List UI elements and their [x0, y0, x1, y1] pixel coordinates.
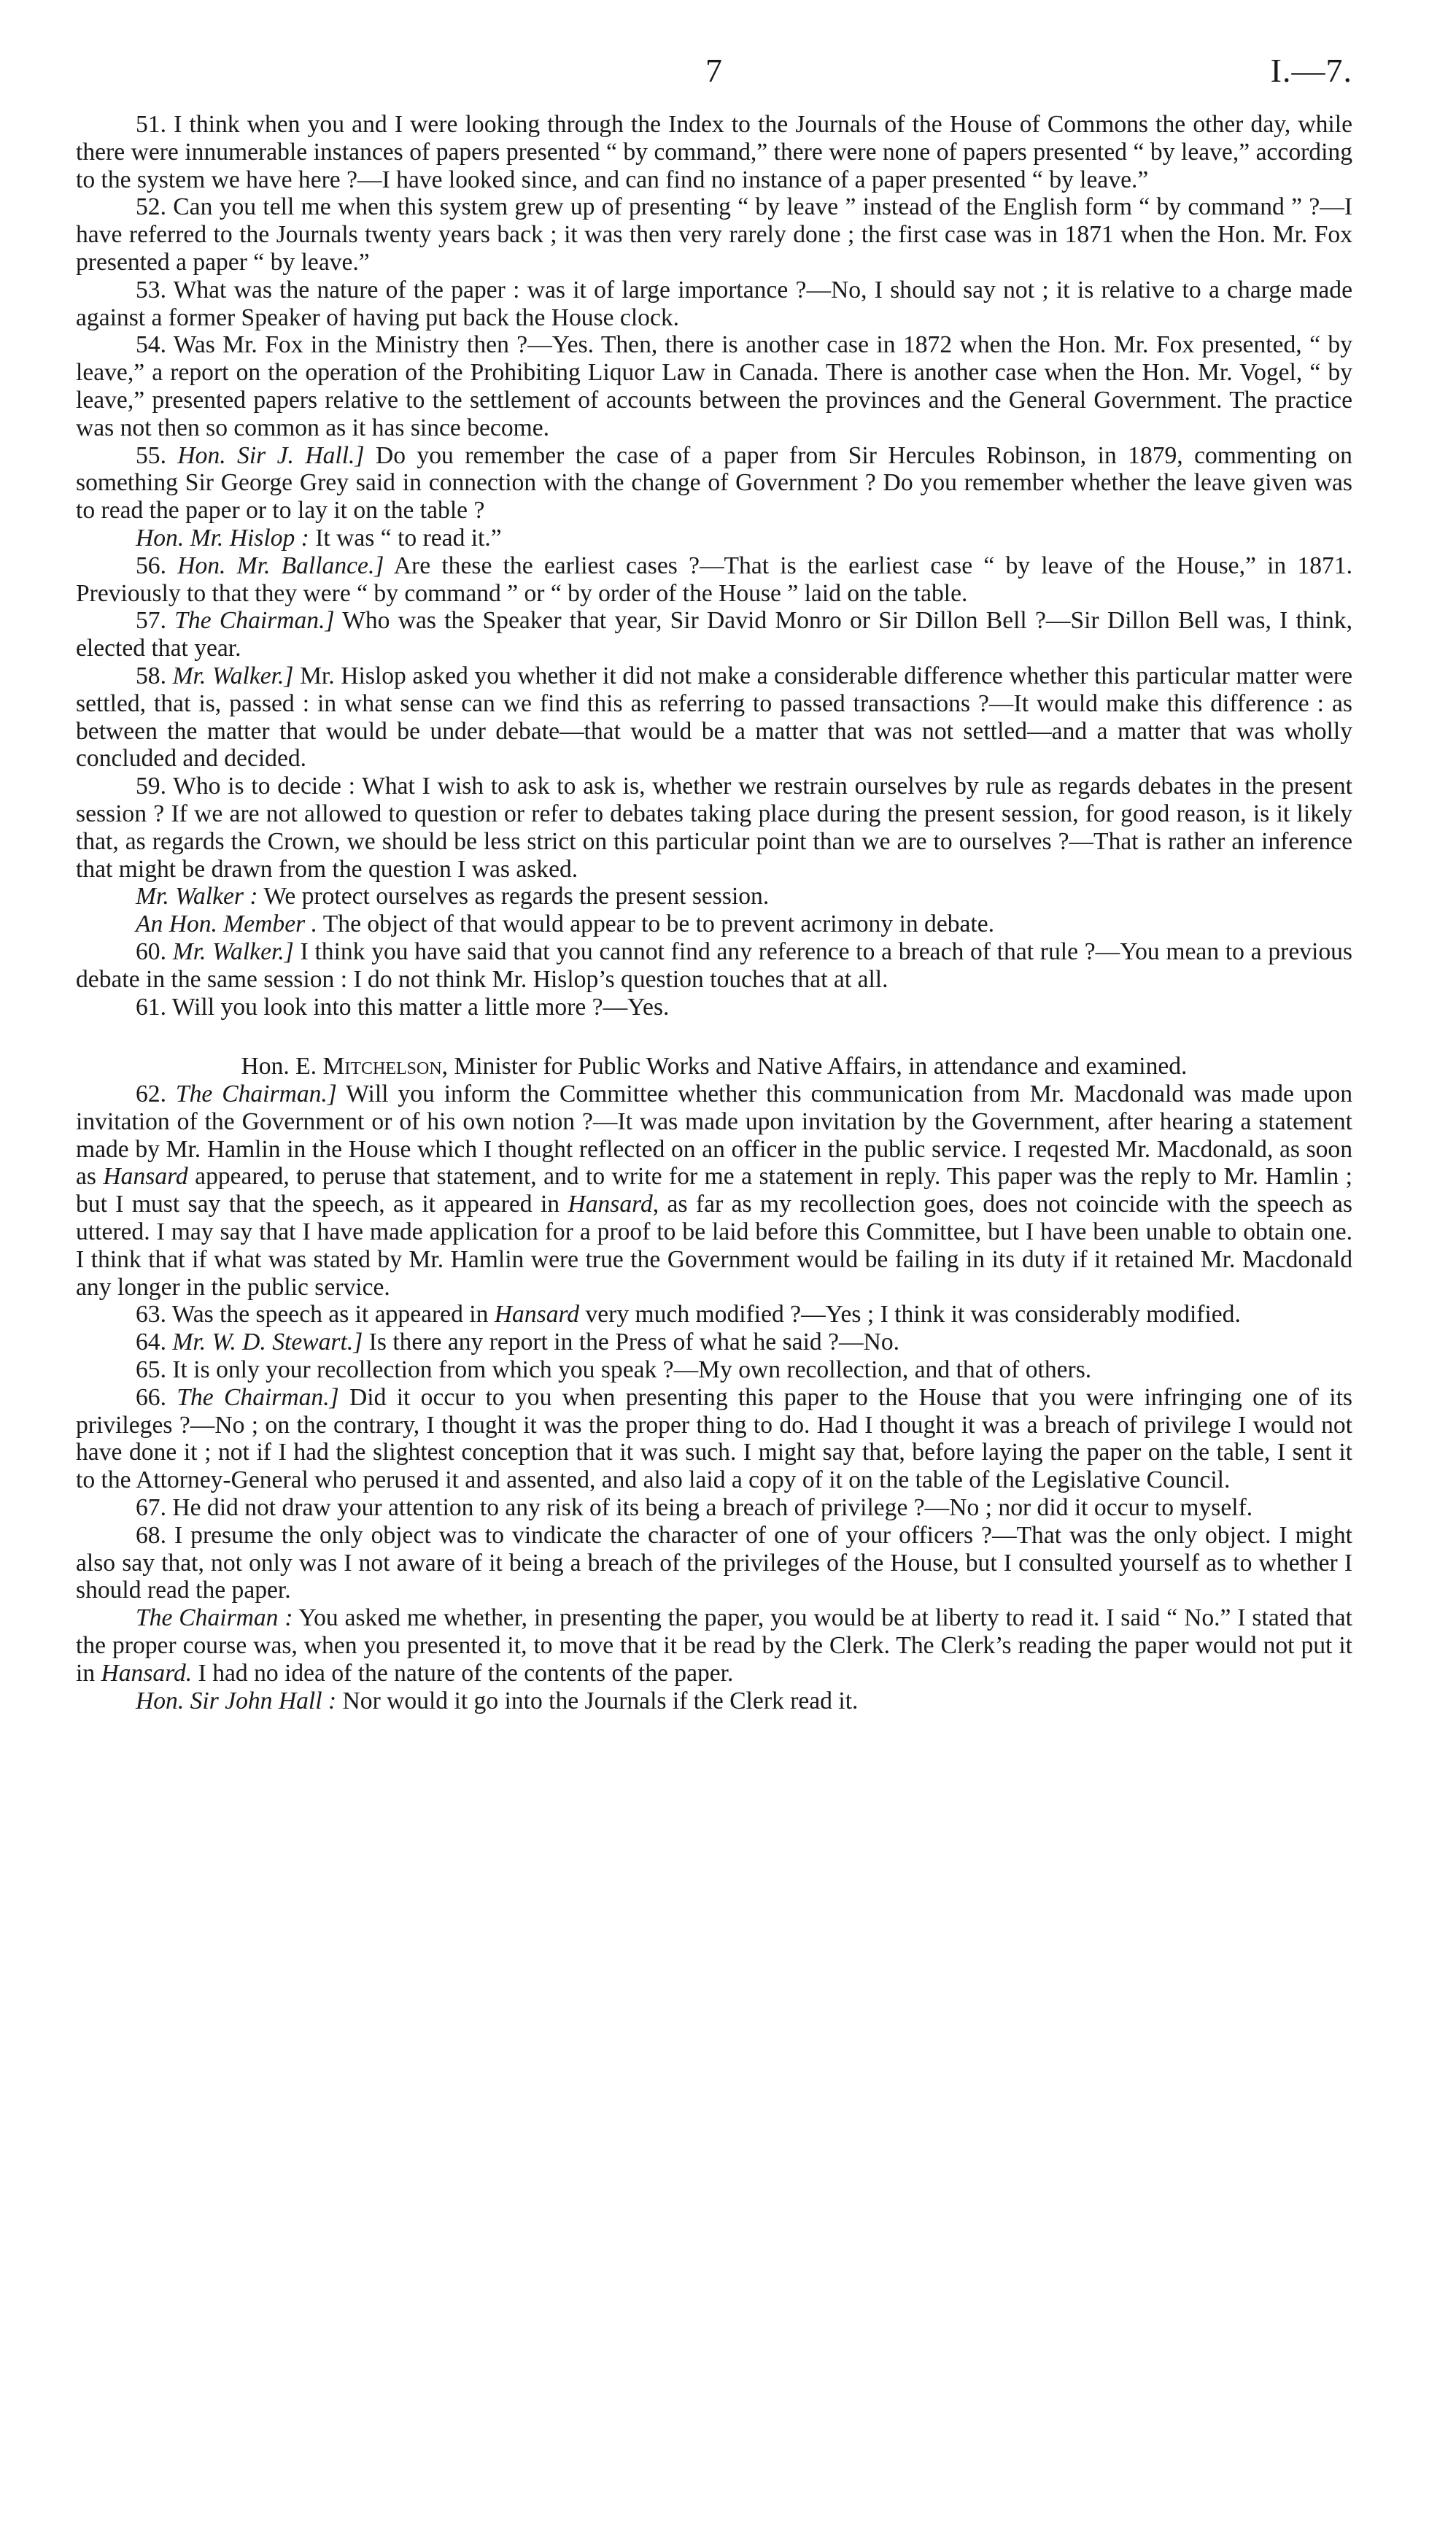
speaker-name: The Chairman.] [175, 1080, 337, 1108]
speaker-name: Mr. Walker.] [172, 662, 294, 689]
speaker-name: Hon. Sir John Hall : [136, 1687, 337, 1714]
speaker-name: Mr. Walker : [136, 883, 258, 910]
interjection-hall: Hon. Sir John Hall : Nor would it go into the Journals if the Clerk read it. [136, 1687, 859, 1714]
paragraph-q51: 51. I think when you and I were looking through the Index to the Journals of the House of Commons the other day, while there were innumerable instances of papers presented “ by command,” there were none of papers presented “ by leave,” according to the system we have here ?—I have looked since, and can find no instance of a paper presented “ by leave.” [76, 111, 1352, 193]
paragraph-q66: 66. The Chairman.] Did it occur to you when presenting this paper to the House that you were infringing one of its privileges ?—No ; on the contrary, I thought it was the proper thing to do. Had I thought it was a breach of privilege I would not have done it ; not if I had the slightest conception that it was such. I might say that, before laying the paper on the table, I sent it to the Attorney-General who perused it and assented, and also laid a copy of it on the table of the Legislative Council. [76, 1383, 1352, 1494]
interjection-hislop: Hon. Mr. Hislop : It was “ to read it.” [136, 524, 502, 552]
paragraph-q61: 61. Will you look into this matter a little more ?—Yes. [136, 993, 670, 1021]
interjection-chairman: The Chairman : You asked me whether, in presenting the paper, you would be at liberty to read it. I said “ No.” I stated that the proper course was, when you presented it, to move that it be read by the Clerk. The Clerk’s reading the paper would not put it in Hansard. I had no idea of the nature of the contents of the paper. [76, 1604, 1352, 1687]
paragraph-q65: 65. It is only your recollection from which you speak ?—My own recollection, and that of others. [136, 1356, 1092, 1384]
interjection-walker: Mr. Walker : We protect ourselves as regards the present session. [136, 883, 770, 910]
document-reference: I.—7. [1270, 52, 1352, 89]
paragraph-q57: 57. The Chairman.] Who was the Speaker that year, Sir David Monro or Sir Dillon Bell ?—Sir Dillon Bell was, I think, elected that year. [76, 607, 1352, 662]
paragraph-q55: 55. Hon. Sir J. Hall.] Do you remember the case of a paper from Sir Hercules Robinson, in 1879, commenting on something Sir George Grey said in connection with the change of Government ? Do you remember whether the leave given was to read the paper or to lay it on the table ? [76, 441, 1352, 525]
paragraph-q63: 63. Was the speech as it appeared in Hansard very much modified ?—Yes ; I think it was considerably modified. [136, 1301, 1241, 1329]
page-number: 7 [705, 52, 723, 89]
paragraph-q58: 58. Mr. Walker.] Mr. Hislop asked you whether it did not make a considerable difference whether this particular matter were settled, that is, passed : in what sense can we find this as referring to passed transactions ?—It would make this difference : as between the matter that would be under debate—that would be a matter that was not settled—and a matter that was wholly concluded and decided. [76, 662, 1352, 773]
paragraph-q52: 52. Can you tell me when this system grew up of presenting “ by leave ” instead of the English form “ by command ” ?—I have referred to the Journals twenty years back ; it was then very rarely done ; the first case was in 1871 when the Hon. Mr. Fox presented a paper “ by leave.” [76, 193, 1352, 276]
speaker-name: Hon. Mr. Ballance.] [177, 552, 384, 579]
page-body [76, 111, 1352, 1714]
document-page [76, 51, 1352, 1714]
paragraph-q54: 54. Was Mr. Fox in the Ministry then ?—Yes. Then, there is another case in 1872 when the Hon. Mr. Fox presented, “ by leave,” a report on the operation of the Prohibiting Liquor Law in Canada. There is another case when the Hon. Mr. Vogel, “ by leave,” presented papers relative to the settlement of accounts between the provinces and the General Government. The practice was not then so common as it has since become. [76, 331, 1352, 441]
paragraph-q68: 68. I presume the only object was to vindicate the character of one of your officers ?—That was the only object. I might also say that, not only was I not aware of it being a breach of the privileges of the House, but I consulted yourself as to whether I should read the paper. [76, 1521, 1352, 1604]
paragraph-q67: 67. He did not draw your attention to any risk of its being a breach of privilege ?—No ; nor did it occur to myself. [136, 1494, 1253, 1522]
witness-heading: Hon. E. Mitchelson, Minister for Public Works and Native Affairs, in attendance and examined. [241, 1053, 1188, 1080]
speaker-name: Mr. W. D. Stewart.] [172, 1329, 363, 1356]
speaker-name: Hon. Mr. Hislop : [136, 524, 309, 552]
paragraph-q62: 62. The Chairman.] Will you inform the Committee whether this communication from Mr. Macdonald was made upon invitation of the Government or of his own notion ?—It was made upon invitation by the Government, after hearing a statement made by Mr. Hamlin in the House which I thought reflected on an officer in the public service. I reqested Mr. Macdonald, as soon as Hansard appeared, to peruse that statement, and to write for me a statement in reply. This paper was the reply to Mr. Hamlin ; but I must say that the speech, as it appeared in Hansard, as far as my recollection goes, does not coincide with the speech as uttered. I may say that I have made application for a proof to be laid before this Committee, but I have been unable to obtain one. I think that if what was stated by Mr. Hamlin were true the Government would be failing in its duty if it retained Mr. Macdonald any longer in the public service. [76, 1080, 1352, 1301]
speaker-name: The Chairman.] [177, 1383, 339, 1411]
paragraph-q56: 56. Hon. Mr. Ballance.] Are these the earliest cases ?—That is the earliest case “ by leave of the House,” in 1871. Previously to that they were “ by command ” or “ by order of the House ” laid on the table. [76, 552, 1352, 607]
speaker-name: Hon. Sir J. Hall.] [177, 441, 365, 469]
speaker-name: The Chairman.] [174, 607, 335, 635]
speaker-name: The Chairman : [136, 1604, 293, 1632]
witness-name: Mitchelson [322, 1053, 442, 1080]
paragraph-q60: 60. Mr. Walker.] I think you have said that you cannot find any reference to a breach of that rule ?—You mean to a previous debate in the same session : I do not think Mr. Hislop’s question touches that at all. [76, 937, 1352, 993]
page-header [76, 51, 1352, 111]
paragraph-q53: 53. What was the nature of the paper : was it of large importance ?—No, I should say not ; it is relative to a charge made against a former Speaker of having put back the House clock. [76, 276, 1352, 331]
interjection-member: An Hon. Member . The object of that would appear to be to prevent acrimony in debate. [136, 910, 995, 938]
paragraph-q64: 64. Mr. W. D. Stewart.] Is there any report in the Press of what he said ?—No. [136, 1329, 899, 1356]
paragraph-q59: 59. Who is to decide : What I wish to ask to ask is, whether we restrain ourselves by rule as regards debates in the present session ? If we are not allowed to question or refer to debates taking place during the present session, for good reason, is it likely that, as regards the Crown, we should be less strict on this particular point than we are to ourselves ?—That is rather an inference that might be drawn from the question I was asked. [76, 773, 1352, 883]
speaker-name: An Hon. Member . [136, 910, 317, 938]
speaker-name: Mr. Walker.] [172, 937, 294, 965]
